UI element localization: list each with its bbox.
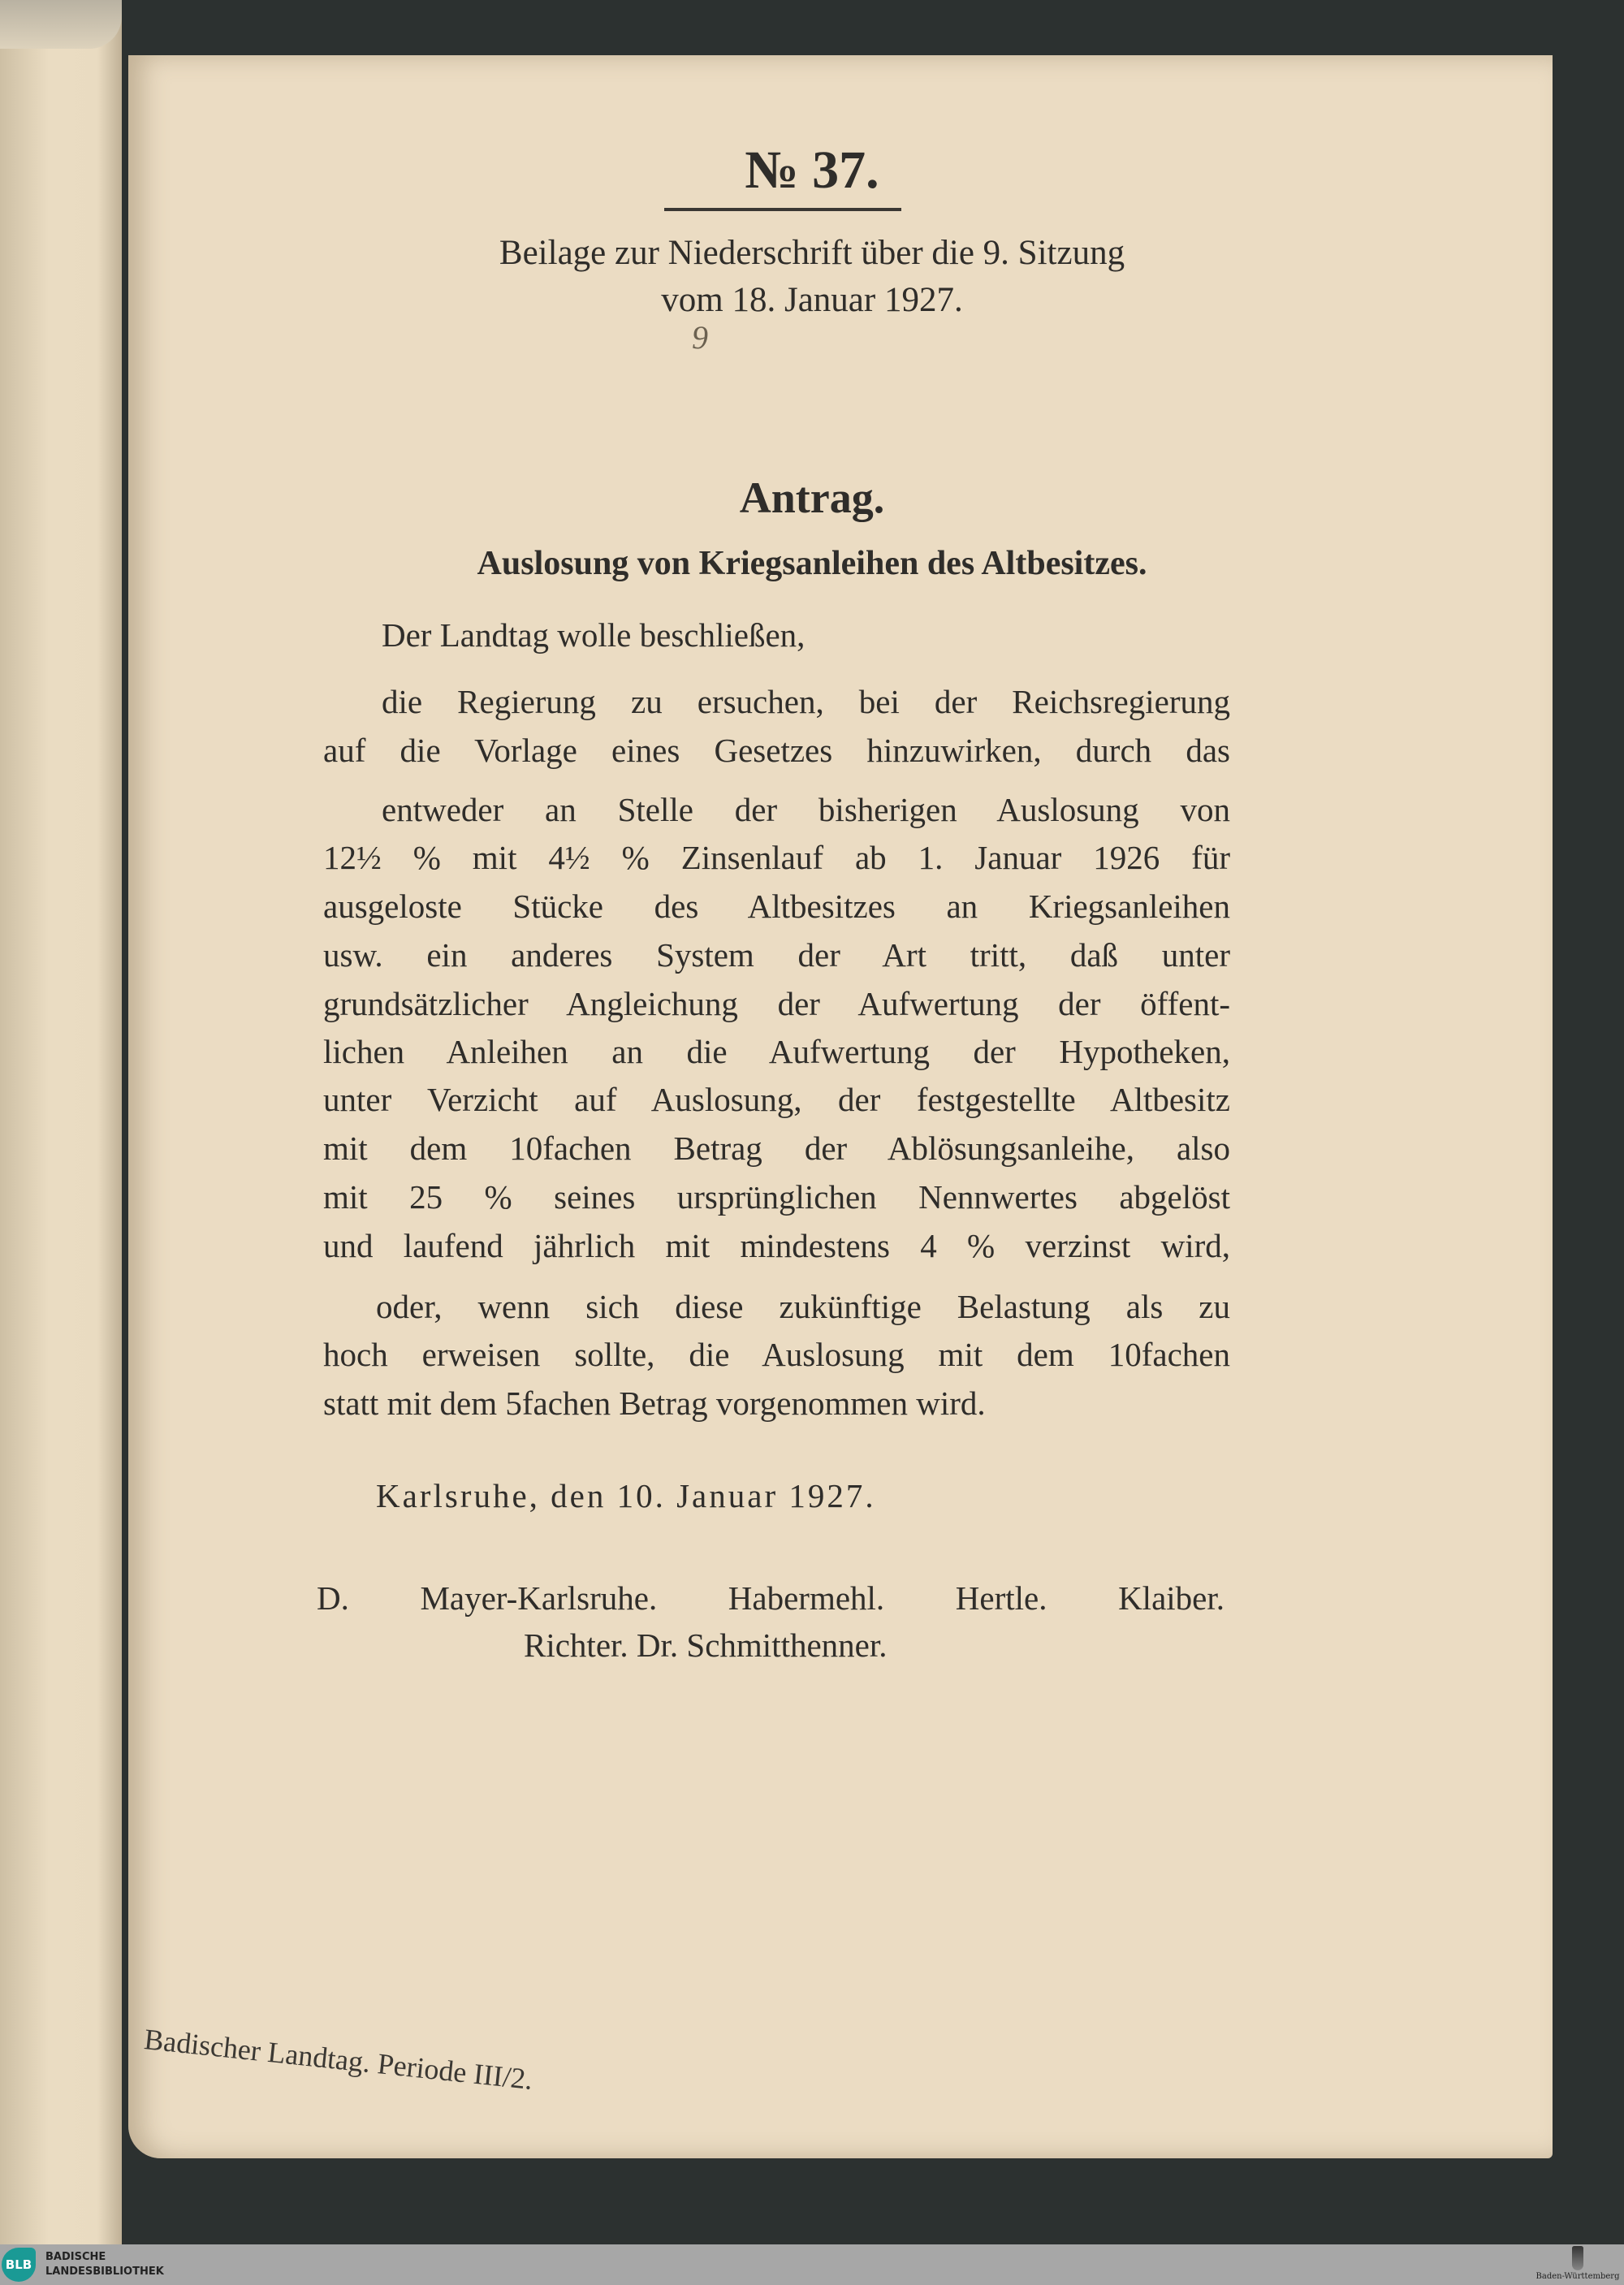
body-line: usw. ein anderes System der Art tritt, daß unter bbox=[323, 936, 1230, 974]
body-line: hoch erweisen sollte, die Auslosung mit dem 10fachen bbox=[323, 1336, 1230, 1373]
supplement-line-2: vom 18. Januar 1927. bbox=[661, 281, 963, 319]
viewer-footer-bar bbox=[0, 2244, 1624, 2285]
body-line: ausgeloste Stücke des Altbesitzes an Kriegsanleihen bbox=[323, 888, 1230, 925]
library-name[interactable] bbox=[45, 2250, 164, 2279]
signatories-line-1: D. Mayer-Karlsruhe. Habermehl. Hertle. Klaiber. bbox=[317, 1579, 1224, 1617]
body-intro: Der Landtag wolle beschließen, bbox=[382, 616, 806, 654]
body-line: 12½ % mit 4½ % Zinsenlauf ab 1. Januar 1926 für bbox=[323, 839, 1230, 876]
body-line: unter Verzicht auf Auslosung, der festgestellte Altbesitz bbox=[323, 1081, 1230, 1118]
place-date: Karlsruhe, den 10. Januar 1927. bbox=[376, 1477, 876, 1514]
body-line: mit dem 10fachen Betrag der Ablösungsanleihe, also bbox=[323, 1130, 1230, 1167]
handwritten-correction: 9 bbox=[692, 319, 708, 356]
blb-logo[interactable]: BLB bbox=[2, 2248, 36, 2282]
baden-wuerttemberg-logo[interactable] bbox=[1533, 2244, 1622, 2282]
body-line: entweder an Stelle der bisherigen Auslosung von bbox=[382, 791, 1230, 828]
library-name-line-2: LANDESBIBLIOTHEK bbox=[45, 2266, 164, 2278]
supplement-line-1: Beilage zur Niederschrift über die 9. Sitzung bbox=[499, 234, 1125, 272]
page-curl bbox=[0, 0, 122, 49]
coat-of-arms-icon bbox=[1572, 2246, 1583, 2270]
periodical-footer: Badischer Landtag. Periode III/2. bbox=[142, 2022, 535, 2097]
document-title: Antrag. bbox=[739, 473, 885, 522]
previous-page-edge bbox=[0, 0, 122, 2244]
number-underline bbox=[664, 208, 901, 211]
document-subtitle: Auslosung von Kriegsanleihen des Altbesitzes. bbox=[477, 545, 1147, 582]
library-name-line-1: BADISCHE bbox=[45, 2251, 106, 2263]
body-line: die Regierung zu ersuchen, bei der Reichsregierung bbox=[382, 683, 1230, 720]
body-line: und laufend jährlich mit mindestens 4 % verzinst wird, bbox=[323, 1227, 1230, 1264]
document-number: № 37. bbox=[745, 140, 879, 200]
body-line: statt mit dem 5fachen Betrag vorgenommen wird. bbox=[323, 1384, 986, 1422]
baden-wuerttemberg-label: Baden-Württemberg bbox=[1535, 2272, 1620, 2281]
body-line: mit 25 % seines ursprünglichen Nennwertes abgelöst bbox=[323, 1178, 1230, 1216]
signatories-line-2: Richter. Dr. Schmitthenner. bbox=[524, 1626, 888, 1664]
body-line: grundsätzlicher Angleichung der Aufwertung der öffent- bbox=[323, 985, 1230, 1022]
body-line: auf die Vorlage eines Gesetzes hinzuwirken, durch das bbox=[323, 732, 1230, 769]
body-line: lichen Anleihen an die Aufwertung der Hypotheken, bbox=[323, 1033, 1230, 1070]
body-line: oder, wenn sich diese zukünftige Belastung als zu bbox=[376, 1288, 1230, 1325]
